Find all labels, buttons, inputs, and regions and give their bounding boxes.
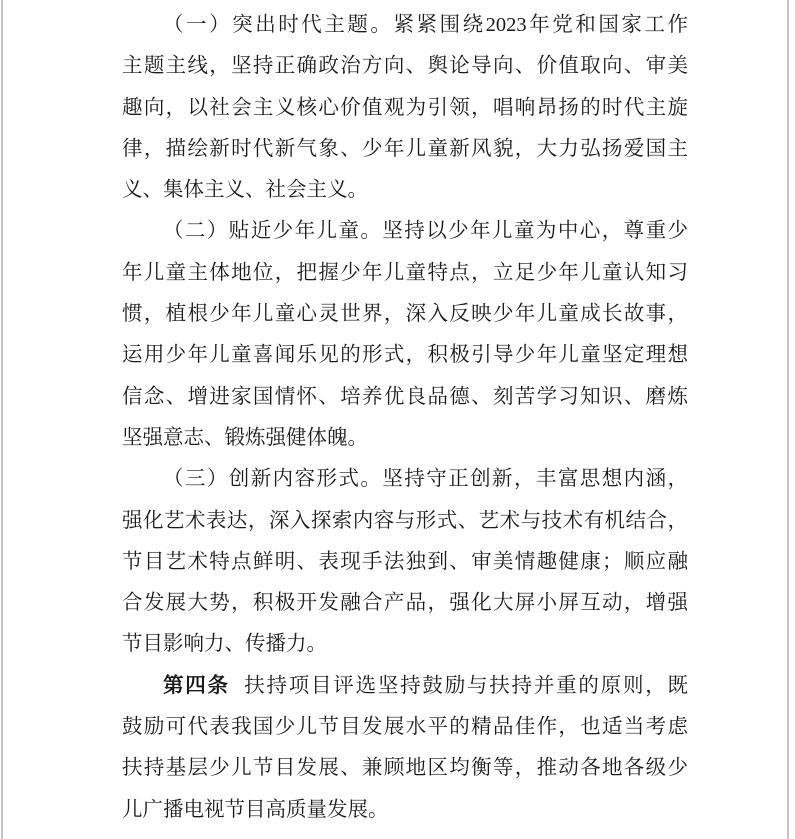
- document-line: （一）突出时代主题。紧紧围绕2023年党和国家工作: [163, 14, 688, 36]
- document-line: 合发展大势，积极开发融合产品，强化大屏小屏互动，增强: [122, 592, 688, 615]
- document-line: （三）创新内容形式。坚持守正创新，丰富思想内涵，: [163, 468, 688, 491]
- article-text: 扶持项目评选坚持鼓励与扶持并重的原则，既: [244, 674, 688, 697]
- document-line: [122, 666, 688, 707]
- document-line: 儿广播电视节目高质量发展。: [122, 798, 389, 821]
- document-line: 鼓励可代表我国少儿节目发展水平的精品佳作，也适当考虑: [122, 716, 688, 739]
- document-line: 节目影响力、传播力。: [122, 633, 327, 656]
- document-line: 扶持基层少儿节目发展、兼顾地区均衡等，推动各地各级少: [122, 757, 688, 780]
- document-line: 义、集体主义、社会主义。: [122, 179, 368, 202]
- document-line: 运用少年儿童喜闻乐见的形式，积极引导少年儿童坚定理想: [122, 344, 688, 367]
- document-line: 信念、增进家国情怀、培养优良品德、刻苦学习知识、磨炼: [122, 385, 688, 408]
- page-left-edge: [1, 0, 3, 839]
- document-body: [122, 5, 688, 831]
- page-right-edge: [787, 0, 789, 839]
- document-line: 趣向，以社会主义核心价值观为引领，唱响昂扬的时代主旋: [122, 96, 688, 119]
- document-line: 律，描绘新时代新气象、少年儿童新风貌，大力弘扬爱国主: [122, 137, 688, 160]
- document-line: （二）贴近少年儿童。坚持以少年儿童为中心，尊重少: [163, 220, 688, 243]
- document-line: 节目艺术特点鲜明、表现手法独到、审美情趣健康；顺应融: [122, 550, 688, 573]
- document-line: 惯，植根少年儿童心灵世界，深入反映少年儿童成长故事，: [122, 303, 688, 326]
- article-number-label: 第四条: [163, 674, 230, 697]
- document-line: 年儿童主体地位，把握少年儿童特点，立足少年儿童认知习: [122, 261, 688, 284]
- document-line: 坚强意志、锻炼强健体魄。: [122, 426, 368, 449]
- document-line: 强化艺术表达，深入探索内容与形式、艺术与技术有机结合，: [122, 509, 688, 532]
- document-line: 主题主线，坚持正确政治方向、舆论导向、价值取向、审美: [122, 55, 688, 78]
